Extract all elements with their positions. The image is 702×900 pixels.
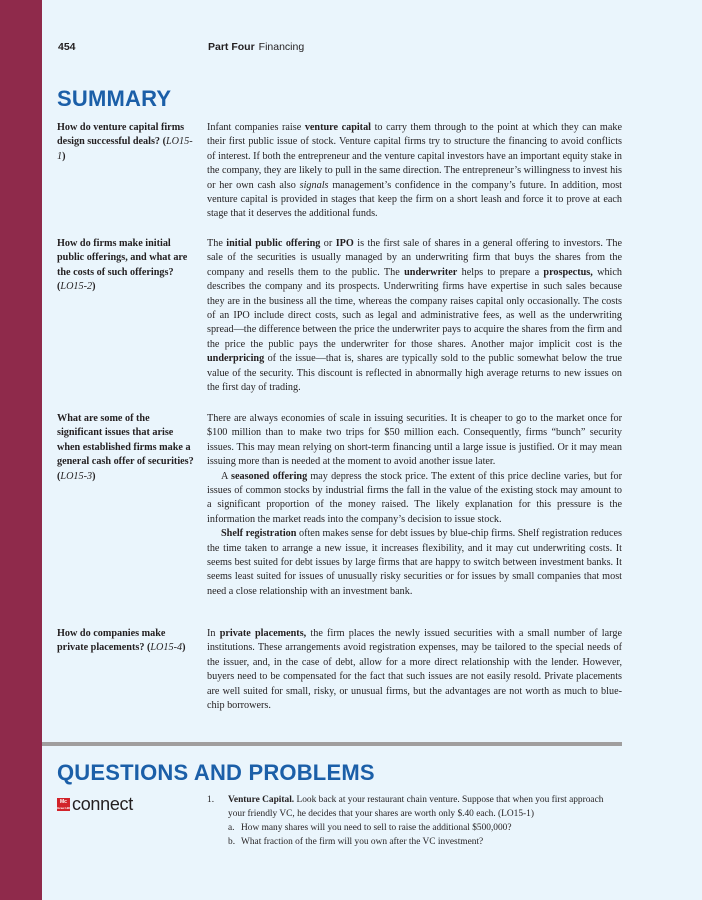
summary-question: How do firms make initial public offerings, and what are the costs of such offerings? (LO15-2)	[57, 238, 188, 293]
problem-text	[228, 793, 622, 821]
problem-body: Look back at your restaurant chain venture. Suppose that when you first approach your friendly VC, he decides that your shares are worth only $.40 each. (LO15-1)	[228, 795, 604, 819]
answer-paragraph: In private placements, the firm places the newly issued securities with a small number of large institutions. These arrangements avoid registration expenses, may be tailored to the special needs of the issuer, and, in the case of debt, allow for a more direct relationship with the lender. However, buyers need to be compensated for the fact that such issues are not easily resold. Private placements are well suited for small, risky, or unusual firms, but the advantages are not worth as much to blue-chip borrowers.	[207, 628, 622, 712]
problem-part: b. What fraction of the firm will you own after the VC investment?	[228, 837, 484, 847]
answer-paragraph: There are always economies of scale in issuing securities. It is cheaper to go to the market once for $100 million than to make two trips for $50 million each. Consequently, firms “bunch” security issues. This may mean relying on short-term financing until a large issue is justified. Or it may mean issuing more than is needed at the moment to avoid another issue later.	[207, 413, 622, 468]
problem-item	[207, 793, 622, 849]
page-number: 454	[58, 41, 76, 53]
connect-wordmark: connect	[72, 794, 133, 814]
problem-part: a. How many shares will you need to sell to raise the additional $500,000?	[228, 823, 512, 833]
summary-question: What are some of the significant issues that arise when established firms make a general cash offer of securities? (LO15-3)	[57, 413, 194, 482]
answer-paragraph: A seasoned offering may depress the stock price. The extent of this price decline varies, but for issues of common stocks by industrial firms the fall in the value of the existing stock may amount to a significant proportion of the money raised. The likely explanation for this pressure is the information the market reads into the company’s decision to issue stock.	[207, 470, 622, 525]
summary-answer	[207, 412, 622, 599]
answer-paragraph: Shelf registration often makes sense for debt issues by blue-chip firms. Shelf registration reduces the time taken to arrange a new issue, it increases flexibility, and it may cut underwriting costs. It seems best suited for debt issues by large firms that are happy to switch between investment banks. It seems least suited for issues of unusually risky securities or for issues by small companies that most need a close relationship with an investment bank.	[207, 528, 622, 597]
summary-answer	[207, 121, 622, 222]
summary-question: How do venture capital firms design successful deals? (LO15-1)	[57, 122, 193, 162]
part-label: Part Four	[208, 41, 255, 53]
questions-heading: QUESTIONS AND PROBLEMS	[57, 760, 375, 785]
part-title: Financing	[258, 41, 305, 53]
summary-answer	[207, 237, 622, 395]
running-head	[208, 41, 304, 53]
margin-stripe	[0, 0, 42, 900]
problem-title: Venture Capital.	[228, 795, 295, 805]
answer-paragraph: Infant companies raise venture capital to carry them through to the point at which they can make their first public issue of stock. Venture capital firms try to structure the financing to avoid conflicts of interest. If both the entrepreneur and the venture capital investors have an important equity stake in the company, they are likely to pull in the same direction. The entrepreneur’s willingness to invest his or her own cash also signals management’s confidence in the company’s future. In addition, most venture capital is provided in stages that keep the firm on a short leash and force it to prove at each stage that it deserves the additional funds.	[207, 122, 622, 220]
answer-paragraph: The initial public offering or IPO is the first sale of shares in a general offering to investors. The sale of the securities is usually managed by an underwriting firm that buys the shares from the company and resells them to the public. The underwriter helps to prepare a prospectus, which describes the company and its prospects. Underwriting firms have expertise in such sales because they are in the business all the time, whereas the company raises capital only occasionally. The costs of an IPO include direct costs, such as legal and administrative fees, as well as the underwriting spread—the difference between the price the underwriter pays to acquire the shares from the firm and the price the public pays the underwriter for those shares. Another major implicit cost is the underpricing of the issue—that is, shares are typically sold to the public somewhat below the true value of the security. This discount is reflected in abnormally high average returns to new issues on the first day of trading.	[207, 238, 622, 394]
mcgraw-hill-icon: Mc Graw Hill	[57, 798, 71, 810]
problem-number: 1.	[207, 795, 215, 805]
summary-heading: SUMMARY	[57, 86, 172, 111]
summary-answer	[207, 627, 622, 713]
summary-question: How do companies make private placements? (LO15-4)	[57, 628, 186, 654]
section-divider	[42, 742, 622, 746]
connect-logo	[57, 794, 133, 815]
